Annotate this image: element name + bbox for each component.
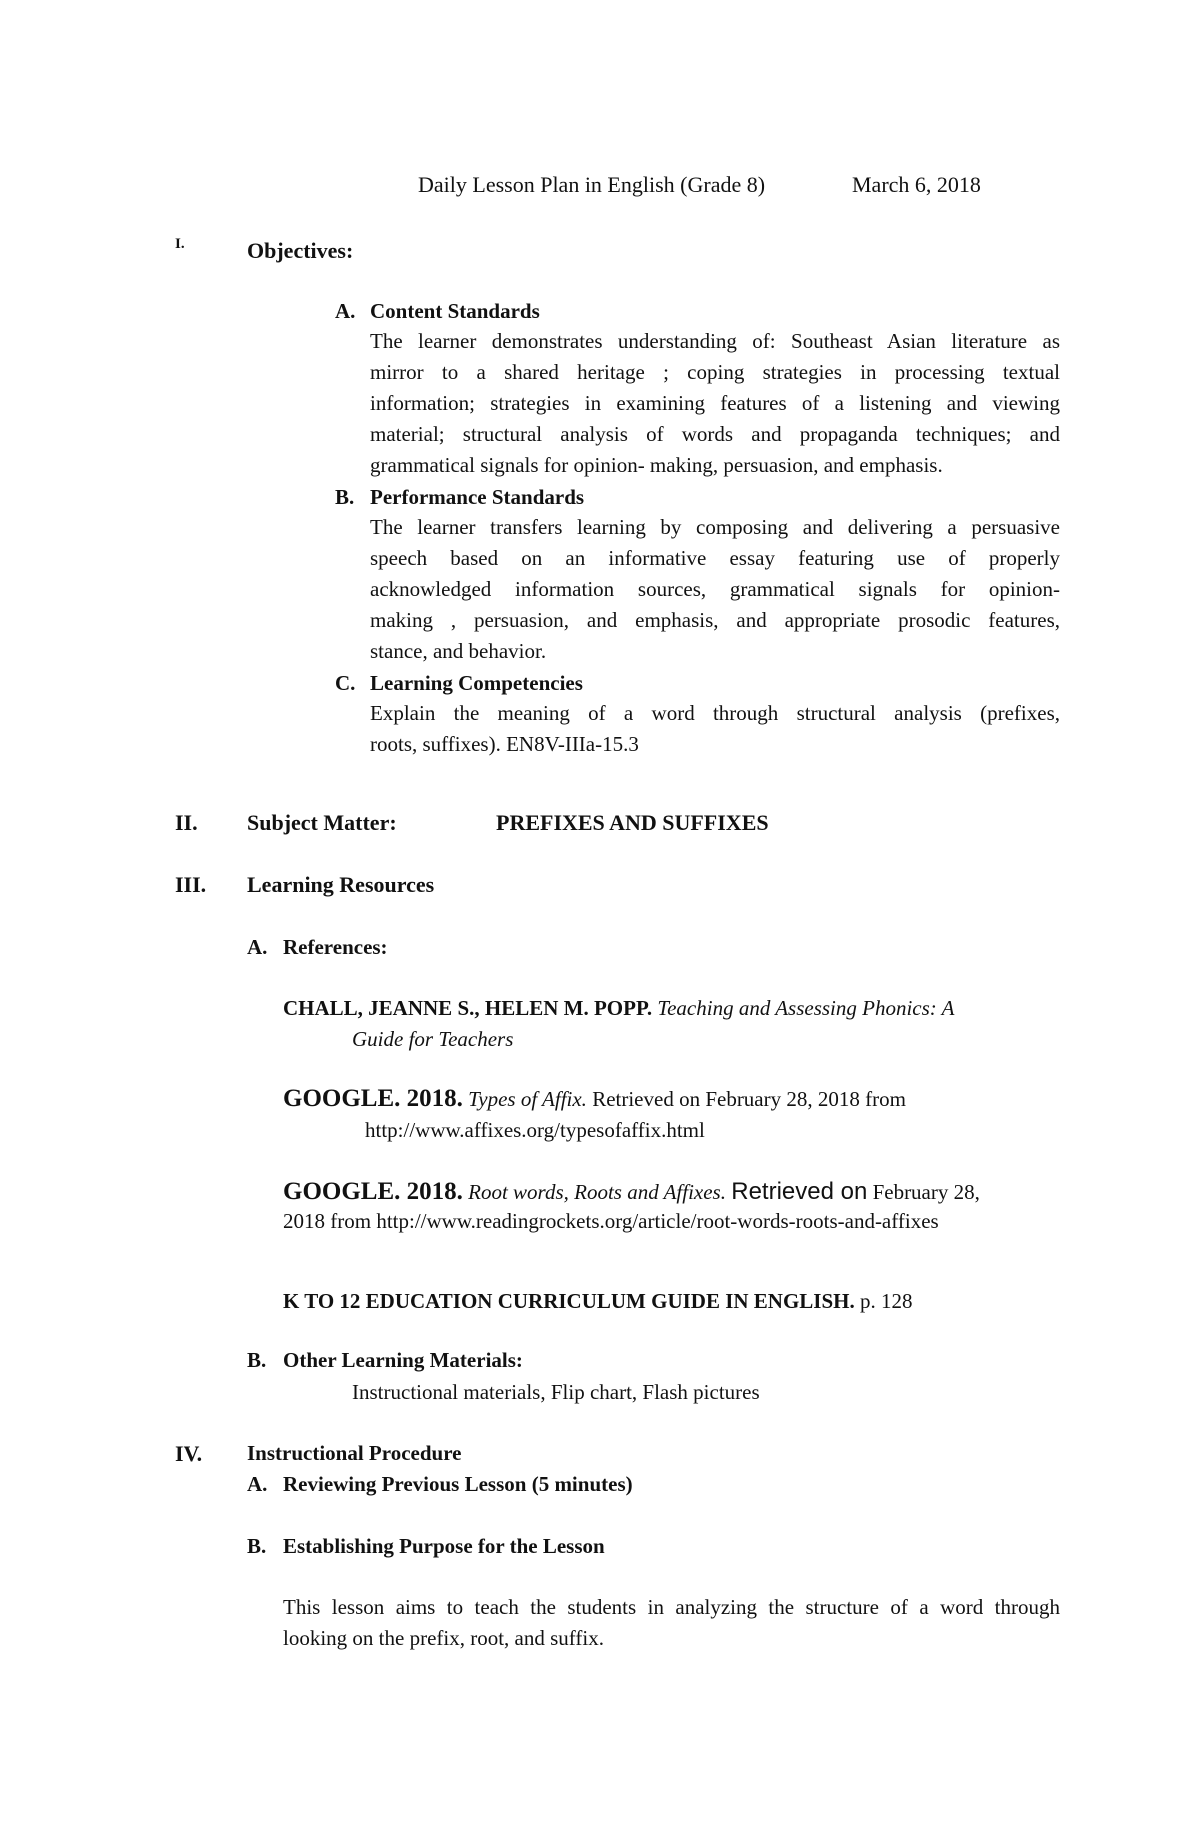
- reviewing-lesson-title: Reviewing Previous Lesson (5 minutes): [283, 1472, 633, 1496]
- content-standards-title: Content Standards: [370, 299, 540, 323]
- reference-author: CHALL, JEANNE S., HELEN M. POPP.: [283, 996, 653, 1020]
- establishing-purpose-text: [283, 1592, 1060, 1654]
- reference-title-continued: Guide for Teachers: [352, 1027, 514, 1051]
- paragraph-line: acknowledged information sources, grammatical signals for opinion-: [370, 577, 1060, 601]
- performance-standards-text: [370, 512, 1060, 667]
- paragraph-line: material; structural analysis of words and propaganda techniques; and: [370, 422, 1060, 446]
- section-one-numeral: I.: [175, 236, 185, 252]
- paragraph-line: making , persuasion, and emphasis, and appropriate prosodic features,: [370, 608, 1060, 632]
- reference-author: GOOGLE. 2018.: [283, 1178, 463, 1205]
- reference-item: [283, 1286, 913, 1317]
- learning-competencies-label: C.: [335, 671, 356, 695]
- section-three-numeral: III.: [175, 872, 207, 897]
- paragraph-line: looking on the prefix, root, and suffix.: [283, 1626, 604, 1650]
- section-two-heading: Subject Matter:: [247, 810, 397, 835]
- document-title: Daily Lesson Plan in English (Grade 8): [418, 172, 766, 197]
- reference-item: [283, 993, 954, 1024]
- section-four-heading: Instructional Procedure: [247, 1441, 462, 1465]
- reference-page: p. 128: [860, 1289, 913, 1313]
- section-two-numeral: II.: [175, 810, 198, 835]
- content-standards-label: A.: [335, 299, 356, 323]
- reference-title: Root words, Roots and Affixes.: [468, 1180, 726, 1204]
- paragraph-line: Explain the meaning of a word through structural analysis (prefixes,: [370, 701, 1060, 725]
- paragraph-line: speech based on an informative essay featuring use of properly: [370, 546, 1060, 570]
- content-standards-text: [370, 326, 1060, 481]
- paragraph-line: roots, suffixes). EN8V-IIIa-15.3: [370, 732, 639, 756]
- other-materials-label: B.: [247, 1348, 267, 1372]
- establishing-purpose-label: B.: [247, 1534, 267, 1558]
- section-four-numeral: IV.: [175, 1441, 203, 1466]
- reference-url: http://www.affixes.org/typesofaffix.html: [365, 1118, 705, 1142]
- reference-item: [283, 1083, 906, 1115]
- paragraph-line: grammatical signals for opinion- making, persuasion, and emphasis.: [370, 453, 943, 477]
- learning-competencies-title: Learning Competencies: [370, 671, 583, 695]
- performance-standards-label: B.: [335, 485, 355, 509]
- reference-url: 2018 from http://www.readingrockets.org/article/root-words-roots-and-affixes: [283, 1209, 939, 1233]
- section-one-heading: Objectives:: [247, 238, 354, 263]
- learning-competencies-text: [370, 698, 1060, 760]
- section-three-heading: Learning Resources: [247, 872, 435, 897]
- other-materials-text: Instructional materials, Flip chart, Flash pictures: [352, 1380, 760, 1404]
- reviewing-lesson-label: A.: [247, 1472, 268, 1496]
- reference-title: Types of Affix.: [468, 1087, 587, 1111]
- reference-title: Teaching and Assessing Phonics: A: [657, 996, 955, 1020]
- document-date: March 6, 2018: [852, 172, 981, 197]
- paragraph-line: This lesson aims to teach the students in analyzing the structure of a word through: [283, 1595, 1060, 1619]
- reference-author: GOOGLE. 2018.: [283, 1085, 463, 1112]
- performance-standards-title: Performance Standards: [370, 485, 585, 509]
- paragraph-line: mirror to a shared heritage ; coping strategies in processing textual: [370, 360, 1060, 384]
- reference-retrieved: Retrieved on: [731, 1178, 868, 1205]
- paragraph-line: The learner transfers learning by composing and delivering a persuasive: [370, 515, 1060, 539]
- subject-matter-value: PREFIXES AND SUFFIXES: [496, 810, 769, 835]
- paragraph-line: The learner demonstrates understanding of: Southeast Asian literature as: [370, 329, 1060, 353]
- reference-author: K TO 12 EDUCATION CURRICULUM GUIDE IN ENGLISH.: [283, 1289, 855, 1313]
- reference-date: February 28,: [872, 1180, 980, 1204]
- references-title: References:: [283, 935, 388, 959]
- reference-item: [283, 1176, 980, 1208]
- establishing-purpose-title: Establishing Purpose for the Lesson: [283, 1534, 605, 1558]
- references-label: A.: [247, 935, 268, 959]
- reference-retrieved: Retrieved on February 28, 2018 from: [592, 1087, 906, 1111]
- paragraph-line: information; strategies in examining features of a listening and viewing: [370, 391, 1060, 415]
- paragraph-line: stance, and behavior.: [370, 639, 547, 663]
- other-materials-title: Other Learning Materials:: [283, 1348, 523, 1372]
